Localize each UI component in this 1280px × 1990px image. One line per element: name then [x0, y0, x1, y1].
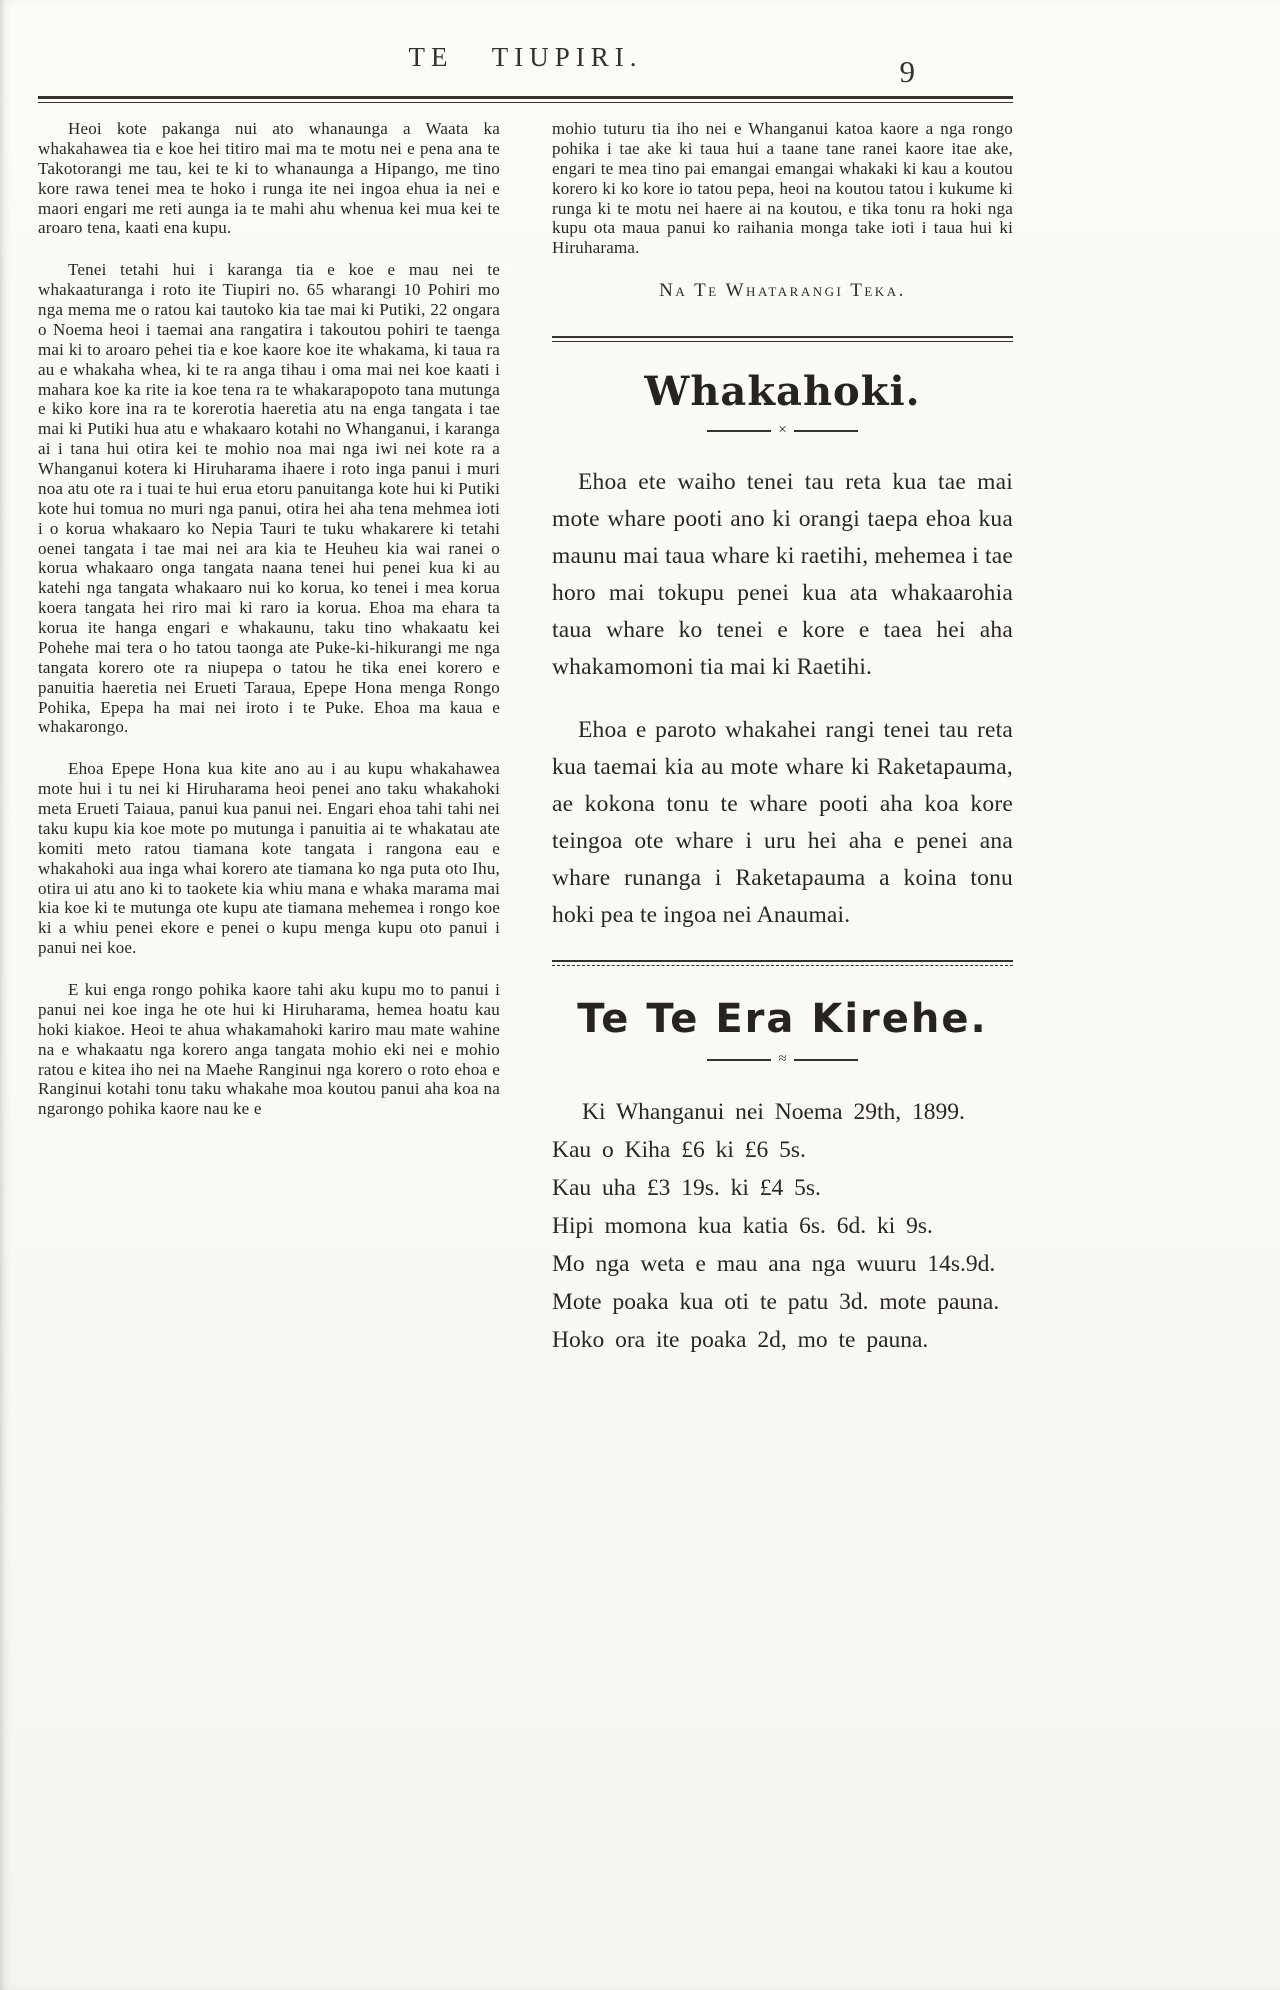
- price-list-line: Mo nga weta e mau ana nga wuuru 14s.9d.: [552, 1251, 996, 1278]
- paragraph: Ehoa Epepe Hona kua kite ano au i au kupu whakahawea mote hui i tu nei ki Hiruharama heoi penei ano taku whakahoki meta Erueti Taiaua, panui kua panui nei. Engari ehoa tahi tahi nei taku kupu kia koe mote po mutunga i panuitia ai te whakatau ate komiti meto ratou tiamana kote tangata i rangona eau e whakahoki aua inga whai korero ate tiamana ko nga puta oto Ihu, otira ui atu ano ki to taokete kia whiu mana e whaka marama mai kia koe ki te mutunga ote kupu ate tiamana mehemea i rongo koe ki a whiu penei ekore e penei o kupu menga kupu oto panui i panui nei koe.: [38, 759, 500, 958]
- wave-ornament-icon: ≈: [778, 1051, 787, 1068]
- price-list-line: Hipi momona kua katia 6s. 6d. ki 9s.: [552, 1213, 933, 1240]
- left-column: [38, 119, 500, 1359]
- divider-ornament: [552, 1052, 1013, 1067]
- price-list: [552, 1093, 1013, 1359]
- section-heading-kirehe: Te Te Era Kirehe.: [577, 996, 988, 1043]
- price-list-line: Mote poaka kua oti te patu 3d. mote pauna.: [552, 1289, 1000, 1316]
- ornament-line: [794, 430, 858, 432]
- price-list-line: Ki Whanganui nei Noema 29th, 1899.: [582, 1099, 965, 1126]
- paragraph: Ehoa ete waiho tenei tau reta kua tae mai mote whare pooti ano ki orangi taepa ehoa kua maunu mai taua whare ki raetihi, mehemea i tae horo mai tokupu penei kua ata whakaarohia taua whare ko tenei e kore e taea hei aha whakamomoni tia mai ki Raetihi.: [552, 469, 1013, 681]
- article-signature: Na Te Whatarangi Teka.: [659, 280, 906, 302]
- ornament-line: [794, 1059, 858, 1061]
- paragraph: E kui enga rongo pohika kaore tahi aku kupu mo to panui i panui nei koe inga he ote hui ki Hiruharama, hemea hoatu kau hoki kiakoe. Heoi te ahua whakamahoki kariro mau mate wahine na e whakaatu nga korero anga tangata mohio eki nei e mohio ratou e kitea iho nei na Maehe Ranginui nga korero o roto ehoa e Ranginui kotahi tonu taku whakahe moa koutou panui aha koa na ngarongo pohika kaore nau ke e: [38, 980, 500, 1119]
- columns: [38, 119, 1013, 1359]
- masthead: [38, 42, 1013, 94]
- cross-ornament-icon: ×: [778, 422, 787, 439]
- masthead-title: TE TIUPIRI.: [408, 42, 643, 72]
- section-heading-whakahoki: Whakahoki.: [644, 368, 921, 416]
- paragraph: Heoi kote pakanga nui ato whanaunga a Waata ka whakahawea tia e koe hei titiro mai ma te motu nei e pena ana te Takotorangi me tau, kei te ki to whanaunga a Hipango, me tino kore rawa tenei mea te hoko i runga ite nei ingoa ehua ia nei e maori engari me reti aunga ia te mahi ahu whenua kei mua kei te aroaro tena, kaati ena kupu.: [38, 119, 500, 238]
- price-list-line: Kau o Kiha £6 ki £6 5s.: [552, 1137, 806, 1164]
- price-list-line: Hoko ora ite poaka 2d, mo te pauna.: [552, 1327, 929, 1354]
- continuation-paragraph: mohio tuturu tia iho nei e Whanganui katoa kaore a nga rongo pohika i tae ake ki taua hui a taane tane ranei kaore itae ake, engari te mea tino pai emangai emangai whakaki ki kau a koutou korero ki ko kore io tatou pepa, heoi na koutou tatou i kukume ki runga ki te motu nei haere ai na koutou, e tika tonu ra hoki nga kupu ota maua panui ko raihania monga take ioti i taua hui ki Hiruharama.: [552, 119, 1013, 258]
- ornament-line: [707, 1059, 771, 1061]
- masthead-rule: [38, 96, 1013, 103]
- section-rule-dashed: [552, 960, 1013, 966]
- section-rule: [552, 336, 1013, 342]
- price-list-line: Kau uha £3 19s. ki £4 5s.: [552, 1175, 821, 1202]
- divider-ornament: [552, 423, 1013, 438]
- ornament-line: [707, 430, 771, 432]
- page-number: 9: [899, 54, 915, 89]
- right-column: [552, 119, 1013, 1359]
- printed-area: [38, 42, 1013, 1359]
- paragraph: Ehoa e paroto whakahei rangi tenei tau reta kua taemai kia au mote whare ki Raketapauma, ae kokona tonu te whare pooti aha koa kore teingoa ote whare i uru hei aha e penei ana whare runanga i Raketapauma a koina tonu hoki pea te ingoa nei Anaumai.: [552, 717, 1013, 929]
- paragraph: Tenei tetahi hui i karanga tia e koe e mau nei te whakaaturanga i roto ite Tiupiri no. 65 wharangi 10 Pohiri mo nga mema me o ratou kai tautoko kia tae mai ki Putiki, 22 ongara o Noema heoi i taemai ana rangatira i takoutou pohiri te taenga mai ki to aroaro pehei tia e koe kaore koe ite whakama, ki taua ra au e whakaha whea, ki te ra anga tihau i oma mai nei koe kaati i mahara koe ka rite ia koe tena ra te whakarapopoto tana mutunga e kiko kore ina ra te korerotia haeretia atu na enga tangata i tae mai ki Putiki hua atu e whakaaro kotahi no Whanganui, i karanga ai i tana hui otira kei te mohio noa mai nga iwi nei kote ra a Whanganui kotera ki Hiruharama ihaere i roto inga panui i muri noa atu ote ra i tuai te hui erua etoru panuitanga kote hui ki Putiki kote hui tomua no muri nga panui, otira hei aha tena mehmea ioti i o korua whakaaro ko Nepia Tauri te tuku whakarere ki tetahi oenei tangata i tae mai nei ara kia te Heuheu kia wai ranei o korua whakaaro onga tangata naana tenei hui penei kua ki au katehi nga tangata whakaaro nui ko korua, ko tenei i mea korua koera tangata hei riro mai ki raro ia korua. Ehoa ma ehara ta korua ite hanga engari e whakaunu, taku tino whakaatu kei Pohehe mai tera o ho tatou taonga ate Puke-ki-hikurangi me nga tangata korero ote ra niupepa o tatou he tika enei korero e panuitia haeretia nei Erueti Taraua, Epepe Hona menga Rongo Pohika, Epepa ha mai nei iroto i te Puke. Ehoa ma kaua e whakarongo.: [38, 260, 500, 737]
